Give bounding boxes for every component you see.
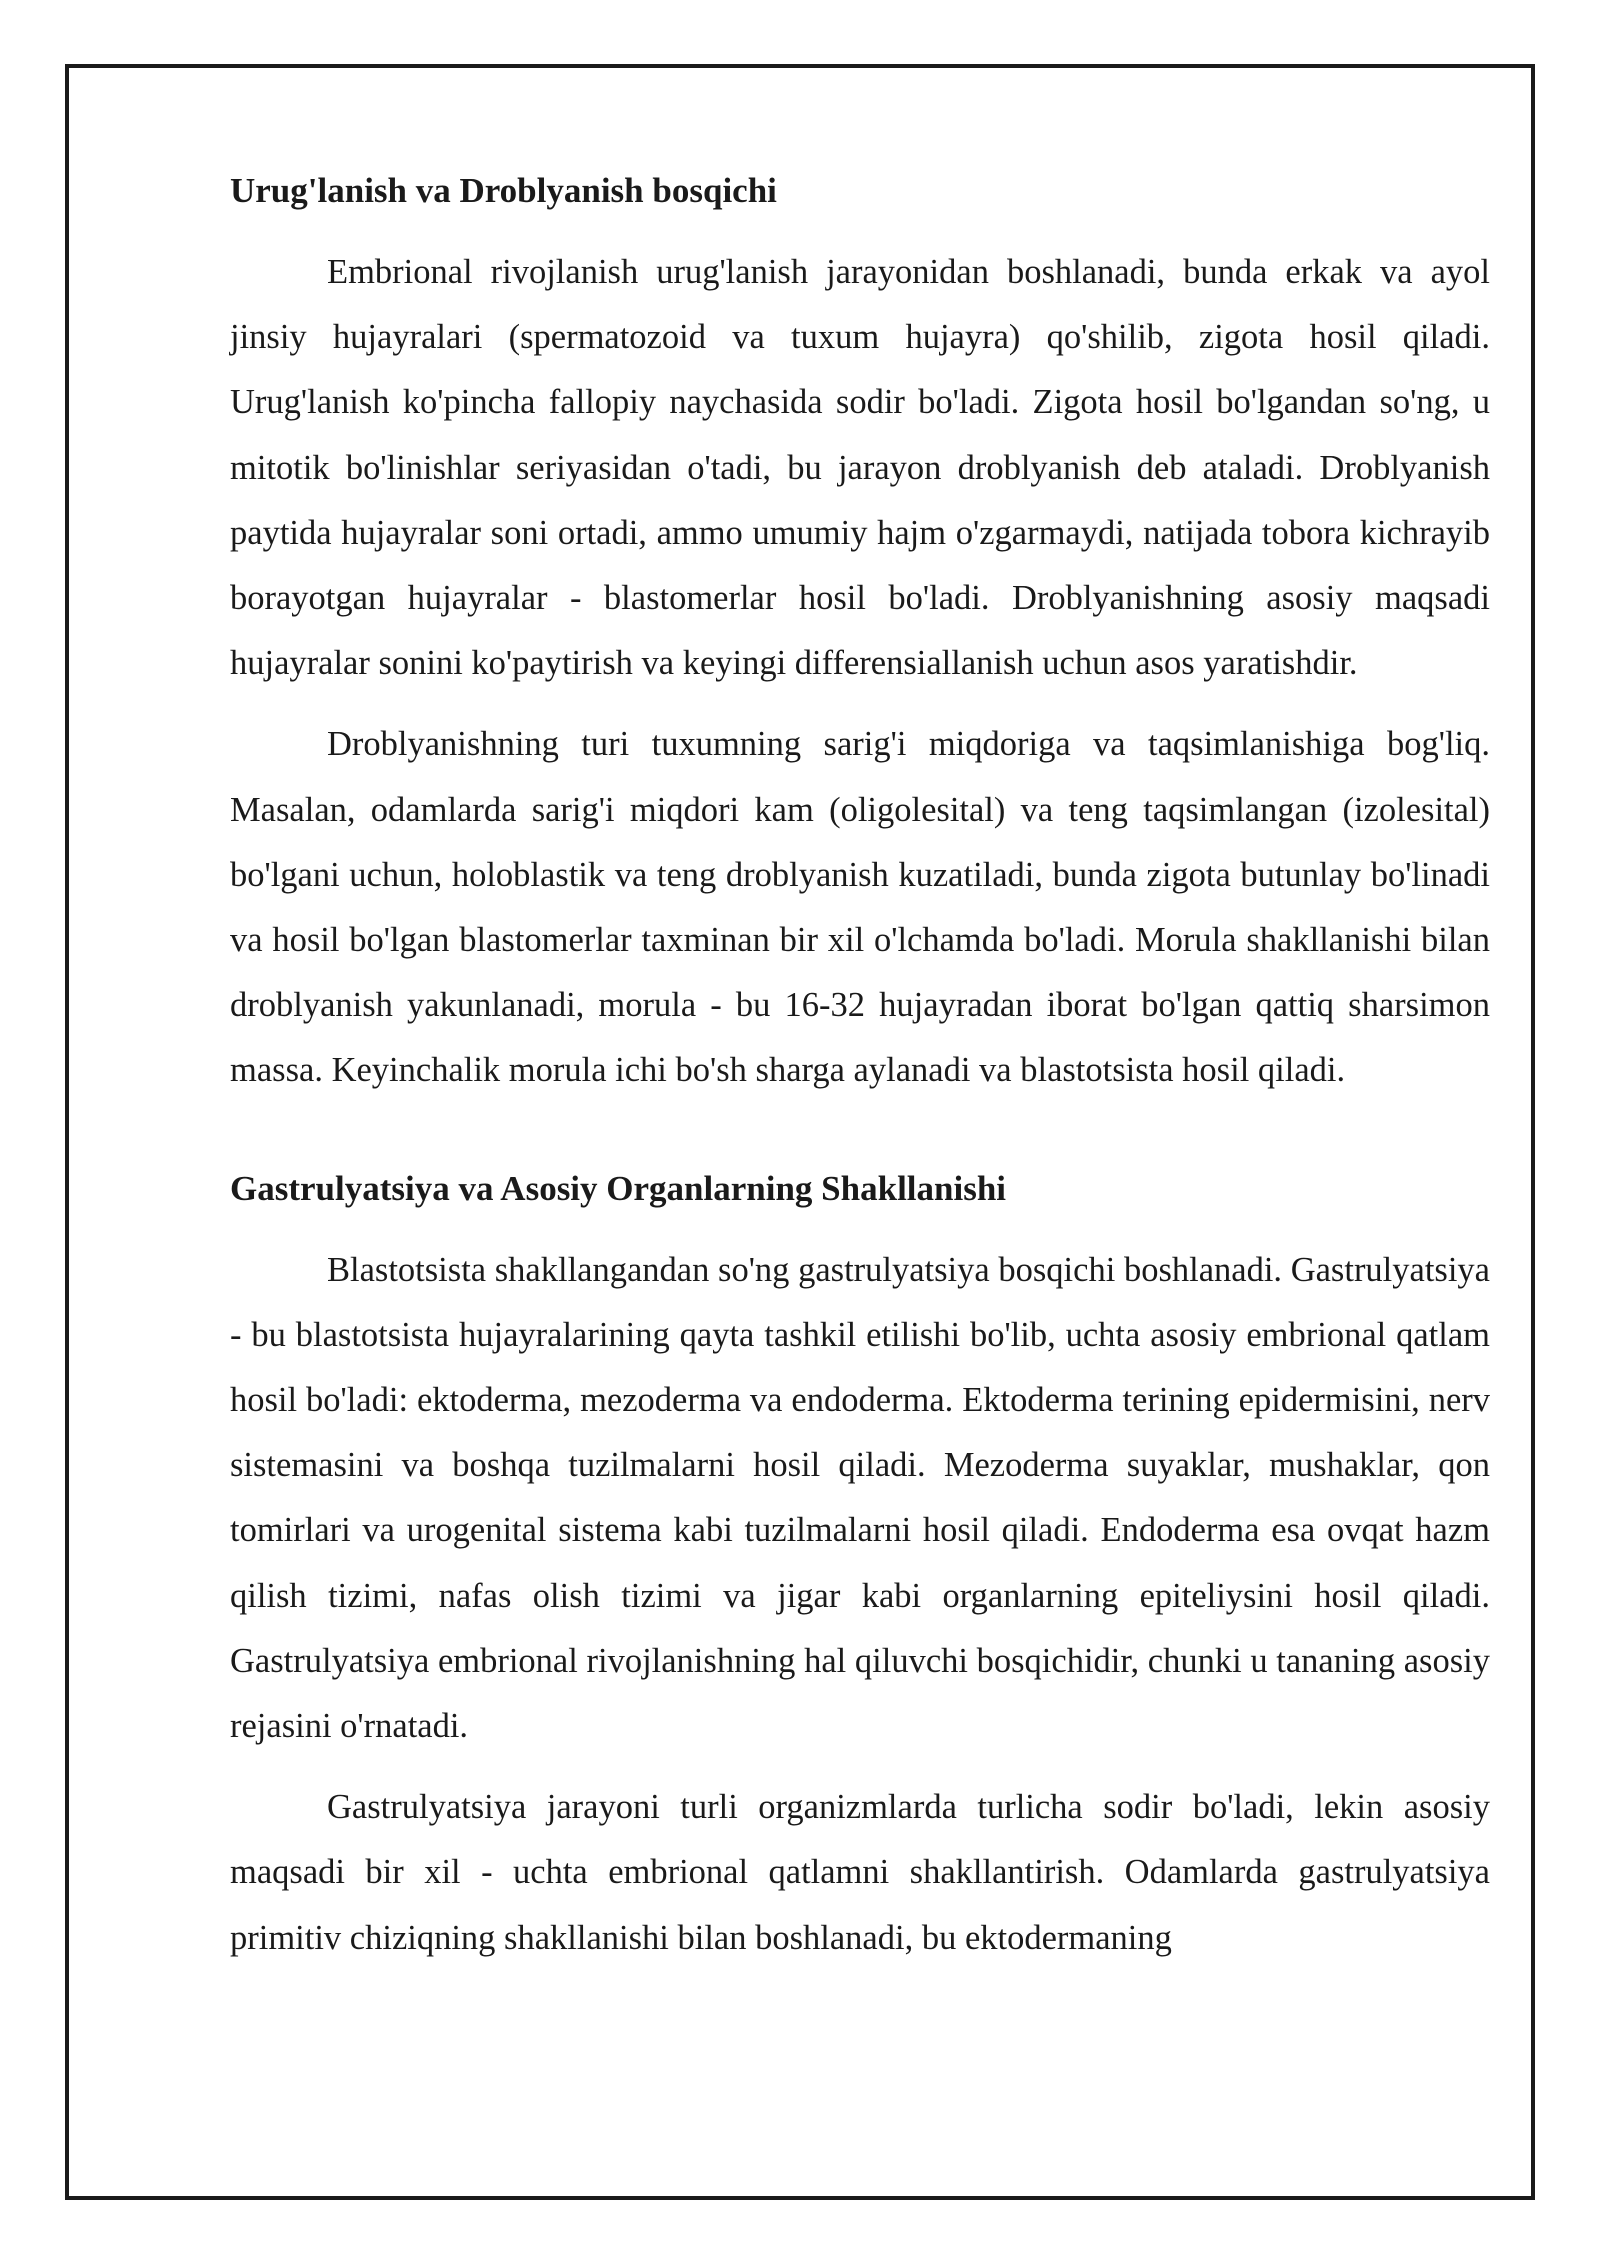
paragraph-fertilization-1: Embrional rivojlanish urug'lanish jarayonidan boshlanadi, bunda erkak va ayol jinsiy hujayralari (spermatozoid va tuxum hujayra) qo'shilib, zigota hosil qiladi. Urug'lanish ko'pincha fallopiy naychasida sodir bo'ladi. Zigota hosil bo'lgandan so'ng, u mitotik bo'linishlar seriyasidan o'tadi, bu jarayon droblyanish deb ataladi. Droblyanish paytida hujayralar soni ortadi, ammo umumiy hajm o'zgarmaydi, natijada tobora kichrayib borayotgan hujayralar - blastomerlar hosil bo'ladi. Droblyanishning asosiy maqsadi hujayralar sonini ko'paytirish va keyingi differensiallanish uchun asos yaratishdir. (230, 253, 1490, 683)
paragraph-gastrulation-2: Gastrulyatsiya jarayoni turli organizmlarda turlicha sodir bo'ladi, lekin asosiy maqsadi bir xil - uchta embrional qatlamni shakllantirish. Odamlarda gastrulyatsiya primitiv chiziqning shakllanishi bilan boshlanadi, bu ektodermaning (230, 1788, 1490, 1957)
section-heading-fertilization: Urug'lanish va Droblyanish bosqichi (230, 171, 777, 210)
paragraph-fertilization-2: Droblyanishning turi tuxumning sarig'i miqdoriga va taqsimlanishiga bog'liq. Masalan, odamlarda sarig'i miqdori kam (oligolesital) va teng taqsimlangan (izolesital) bo'lgani uchun, holoblastik va teng droblyanish kuzatiladi, bunda zigota butunlay bo'linadi va hosil bo'lgan blastomerlar taxminan bir xil o'lchamda bo'ladi. Morula shakllanishi bilan droblyanish yakunlanadi, morula - bu 16-32 hujayradan iborat bo'lgan qattiq sharsimon massa. Keyinchalik morula ichi bo'sh sharga aylanadi va blastotsista hosil qiladi. (230, 725, 1490, 1090)
document-body (230, 168, 1490, 1987)
section-heading-gastrulation: Gastrulyatsiya va Asosiy Organlarning Shakllanishi (230, 1168, 1007, 1208)
paragraph-gastrulation-1: Blastotsista shakllangandan so'ng gastrulyatsiya bosqichi boshlanadi. Gastrulyatsiya - bu blastotsista hujayralarining qayta tashkil etilishi bo'lib, uchta asosiy embrional qatlam hosil bo'ladi: ektoderma, mezoderma va endoderma. Ektoderma terining epidermisini, nerv sistemasini va boshqa tuzilmalarni hosil qiladi. Mezoderma suyaklar, mushaklar, qon tomirlari va urogenital sistema kabi tuzilmalarni hosil qiladi. Endoderma esa ovqat hazm qilish tizimi, nafas olish tizimi va jigar kabi organlarning epiteliysini hosil qiladi. Gastrulyatsiya embrional rivojlanishning hal qiluvchi bosqichidir, chunki u tananing asosiy rejasini o'rnatadi. (230, 1250, 1490, 1746)
